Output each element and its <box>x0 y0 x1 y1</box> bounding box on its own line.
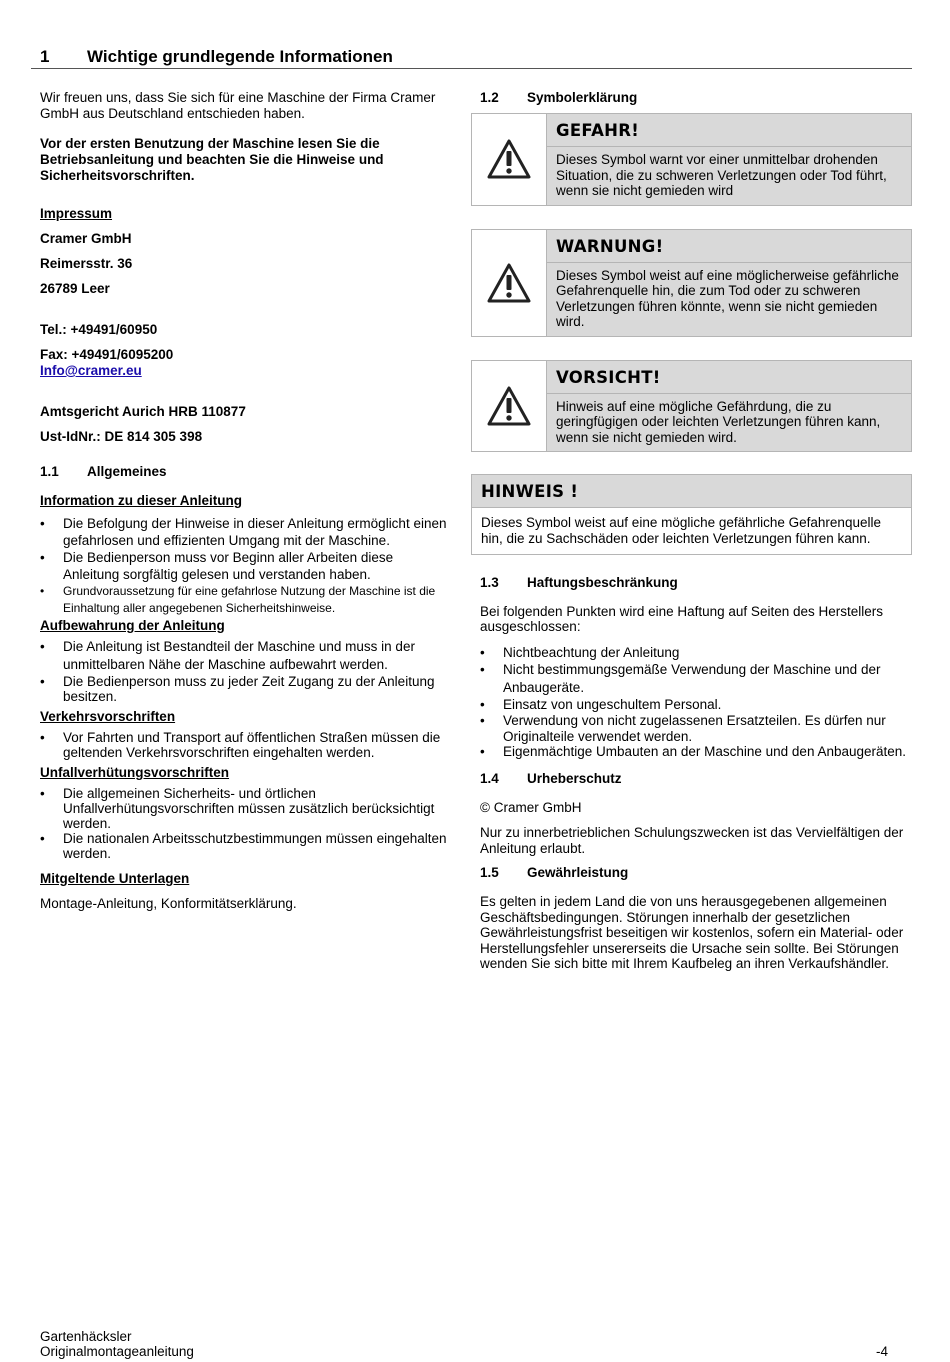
symbol-text: Dieses Symbol warnt vor einer unmittelbar drohenden Situation, die zu schweren Verletzungen oder Tod führt, wenn sie nicht gemieden wird <box>556 152 887 198</box>
symbol-title: GEFAHR! <box>547 114 911 147</box>
email-link[interactable]: Info@cramer.eu <box>40 363 142 378</box>
list-item: • Einsatz von ungeschultem Personal. <box>480 697 912 713</box>
intro-text: Wir freuen uns, dass Sie sich für eine Maschine der Firma Cramer GmbH aus Deutschland entschieden haben. <box>40 90 436 121</box>
section-title: Haftungsbeschränkung <box>527 575 678 590</box>
list-item: • Grundvoraussetzung für eine gefahrlose Nutzung der Maschine ist die Einhaltung aller angegebenen Sicherheitshinweise. <box>40 583 450 617</box>
section-number: 1.1 <box>40 464 59 479</box>
vat-id: Ust-IdNr.: DE 814 305 398 <box>40 429 203 444</box>
docs-heading: Mitgeltende Unterlagen <box>40 871 190 886</box>
symbol-body <box>547 361 911 452</box>
symbol-text: Dieses Symbol weist auf eine möglicherweise gefährliche Gefahrenquelle hin, die zum Tod oder zu schweren Verletzungen führen könnte, wenn sie nicht gemieden wird. <box>556 267 899 329</box>
liability-intro: Bei folgenden Punkten wird eine Haftung auf Seiten des Herstellers ausgeschlossen: <box>480 604 883 634</box>
section-number: 1.2 <box>480 90 499 105</box>
list-item: • Die Bedienperson muss zu jeder Zeit Zugang zu der Anleitung besitzen. <box>40 674 450 704</box>
warning-triangle-icon <box>472 361 547 452</box>
info-heading: Information zu dieser Anleitung <box>40 493 243 508</box>
page-footer <box>40 1329 888 1359</box>
symbol-text: Hinweis auf eine mögliche Gefährdung, die zu geringfügigen oder leichten Verletzungen führen kann, wenn sie nicht gemieden wird. <box>556 398 881 445</box>
traffic-heading: Verkehrsvorschriften <box>40 709 176 724</box>
section-1-3-heading <box>480 575 912 590</box>
court-register: Amtsgericht Aurich HRB 110877 <box>40 404 246 419</box>
liability-list <box>480 645 912 760</box>
warning-triangle-icon <box>472 230 547 336</box>
read-manual-warning: Vor der ersten Benutzung der Maschine lesen Sie die Betriebsanleitung und beachten Sie die Hinweise und Sicherheitsvorschriften. <box>40 136 384 183</box>
info-list <box>40 515 450 617</box>
notice-title: HINWEIS ! <box>472 475 911 508</box>
symbol-danger <box>471 113 912 206</box>
warning-triangle-icon <box>472 114 547 205</box>
symbol-caution <box>471 360 912 453</box>
chapter-title: Wichtige grundlegende Informationen <box>87 47 393 66</box>
section-number: 1.3 <box>480 575 499 590</box>
copyright-text: Nur zu innerbetrieblichen Schulungszwecken ist das Vervielfältigen der Anleitung erlaubt. <box>480 825 904 856</box>
warranty-text: Es gelten in jedem Land die von uns herausgegebenen allgemeinen Geschäftsbedingungen. Störungen innerhalb der gesetzlichen Gewährleistungsfrist beseitigen wir kostenlos, sofern ein Material- oder Herstellungsfehler unsererseits die Ursache sein sollte. Bei Störungen wenden Sie sich bitte mit Ihrem Kaufbeleg an ihren Verkaufshändler. <box>480 894 904 971</box>
impressum-heading: Impressum <box>40 206 113 221</box>
section-title: Symbolerklärung <box>527 90 638 105</box>
section-1-2-heading <box>480 90 912 105</box>
list-item: • Die allgemeinen Sicherheits- und örtlichen Unfallverhütungsvorschriften müssen zusätzlich berücksichtigt werden. <box>40 786 450 831</box>
list-item: • Die nationalen Arbeitsschutzbestimmungen müssen eingehalten werden. <box>40 831 450 861</box>
section-1-1-heading <box>40 464 450 479</box>
symbol-title: VORSICHT! <box>547 361 911 394</box>
company-name: Cramer GmbH <box>40 231 132 246</box>
footer-product: Gartenhäcksler <box>40 1329 132 1344</box>
section-title: Gewährleistung <box>527 865 629 880</box>
symbol-body <box>547 230 911 336</box>
company-fax: Fax: +49491/6095200 <box>40 347 174 362</box>
section-number: 1.4 <box>480 771 499 786</box>
storage-heading: Aufbewahrung der Anleitung <box>40 618 225 633</box>
copyright-holder: © Cramer GmbH <box>480 800 582 815</box>
company-tel: Tel.: +49491/60950 <box>40 322 158 337</box>
notice-text: Dieses Symbol weist auf eine mögliche gefährliche Gefahrenquelle hin, die zu Sachschäden oder leichten Verletzungen führen kann. <box>481 515 881 546</box>
list-item: • Nicht bestimmungsgemäße Verwendung der Maschine und der Anbaugeräte. <box>480 661 912 697</box>
list-item: • Die Bedienperson muss vor Beginn aller Arbeiten diese Anleitung sorgfältig gelesen und verstanden haben. <box>40 549 450 583</box>
footer-doc-type: Originalmontageanleitung <box>40 1344 194 1359</box>
chapter-number: 1 <box>40 47 50 66</box>
list-item: • Die Befolgung der Hinweise in dieser Anleitung ermöglicht einen gefahrlosen und effizienten Umgang mit der Maschine. <box>40 515 450 549</box>
list-item: • Eigenmächtige Umbauten an der Maschine und den Anbaugeräten. <box>480 744 912 760</box>
company-street: Reimersstr. 36 <box>40 256 133 271</box>
accident-list <box>40 786 450 861</box>
company-city: 26789 Leer <box>40 281 110 296</box>
right-column <box>471 90 912 972</box>
symbol-title: WARNUNG! <box>547 230 911 263</box>
section-title: Allgemeines <box>87 464 167 479</box>
section-1-4-heading <box>480 771 912 786</box>
symbol-body <box>547 114 911 205</box>
storage-list <box>40 638 450 704</box>
list-item: • Vor Fahrten und Transport auf öffentlichen Straßen müssen die geltenden Verkehrsvorschriften eingehalten werden. <box>40 730 450 760</box>
section-1-5-heading <box>480 865 912 880</box>
page-header <box>31 45 912 69</box>
traffic-list <box>40 730 450 760</box>
symbol-warning <box>471 229 912 337</box>
notice-box <box>471 474 912 555</box>
section-title: Urheberschutz <box>527 771 622 786</box>
list-item: • Verwendung von nicht zugelassenen Ersatzteilen. Es dürfen nur Originalteile verwendet werden. <box>480 713 912 744</box>
list-item: • Nichtbeachtung der Anleitung <box>480 645 912 661</box>
left-column <box>40 90 450 912</box>
page-number: -4 <box>875 1344 888 1359</box>
accident-heading: Unfallverhütungsvorschriften <box>40 765 230 780</box>
section-number: 1.5 <box>480 865 499 880</box>
list-item: • Die Anleitung ist Bestandteil der Maschine und muss in der unmittelbaren Nähe der Maschine aufbewahrt werden. <box>40 638 450 674</box>
docs-text: Montage-Anleitung, Konformitätserklärung. <box>40 896 297 911</box>
